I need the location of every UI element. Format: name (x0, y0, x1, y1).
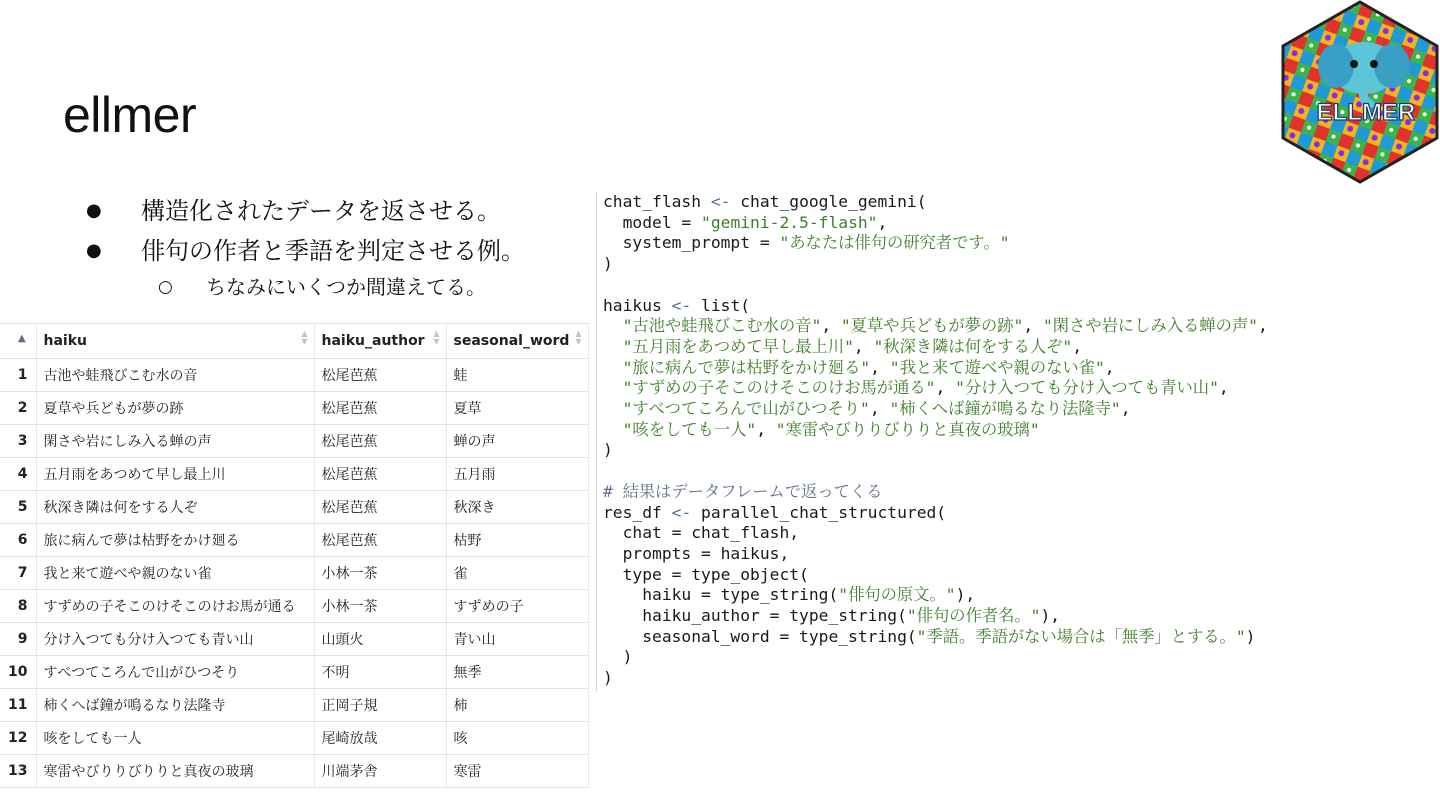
code-token: prompts = haikus, (603, 543, 790, 563)
cell-haiku: 旅に病んで夢は枯野をかけ廻る (36, 524, 314, 557)
cell-seasonal-word: すずめの子 (446, 590, 588, 623)
code-line (597, 627, 1440, 648)
table-row (0, 359, 588, 392)
code-line (597, 606, 1440, 627)
table-row (0, 557, 588, 590)
cell-seasonal-word: 咳 (446, 722, 588, 755)
code-token: , (877, 212, 888, 232)
code-line (597, 440, 1440, 461)
cell-author: 松尾芭蕉 (314, 491, 446, 524)
assign-operator: <- (661, 502, 702, 522)
cell-seasonal-word: 秋深き (446, 491, 588, 524)
cell-haiku: 閑さや岩にしみ入る蝉の声 (36, 425, 314, 458)
code-line (597, 233, 1440, 254)
code-token: , (1120, 399, 1131, 419)
code-token (603, 358, 623, 377)
code-line (597, 296, 1440, 317)
sort-ascending-icon: ▲ (18, 333, 26, 344)
assign-operator: <- (661, 295, 702, 315)
code-token: , (1023, 316, 1043, 336)
cell-seasonal-word: 夏草 (446, 392, 588, 425)
code-token: ) (603, 647, 633, 667)
cell-author: 山頭火 (314, 623, 446, 656)
code-line (597, 503, 1440, 524)
row-number: 3 (0, 425, 36, 458)
row-number: 13 (0, 755, 36, 788)
code-token (603, 316, 623, 335)
code-line (597, 378, 1440, 399)
logo-text: ELLMER (1316, 99, 1416, 126)
cell-haiku: すべつてころんで山がひつそり (36, 656, 314, 689)
code-string: "gemini-2.5-flash" (701, 212, 878, 232)
column-header-label: haiku (43, 333, 87, 349)
code-token: , (1218, 378, 1229, 398)
sort-icon: ▲ ▼ (575, 329, 582, 346)
code-line (597, 254, 1440, 275)
table-row (0, 458, 588, 491)
cell-haiku: 五月雨をあつめて早し最上川 (36, 458, 314, 491)
cell-seasonal-word: 雀 (446, 557, 588, 590)
cell-author: 不明 (314, 656, 446, 689)
code-token: haikus (603, 295, 662, 315)
code-token: haiku = type_string( (603, 585, 839, 605)
row-number: 2 (0, 392, 36, 425)
assign-operator: <- (701, 192, 741, 211)
cell-author: 小林一茶 (314, 590, 446, 623)
code-token: , (821, 316, 841, 336)
slide-title: ellmer (63, 87, 197, 143)
cell-haiku: すずめの子そこのけそこのけお馬が通る (36, 590, 314, 623)
cell-haiku: 咳をしても一人 (36, 722, 314, 755)
code-string: "閑さや岩にしみ入る蝉の声" (1042, 316, 1258, 336)
cell-author: 松尾芭蕉 (314, 359, 446, 392)
code-token: ) (1245, 626, 1256, 646)
code-comment: # 結果はデータフレームで返ってくる (603, 481, 883, 501)
code-line (597, 565, 1440, 586)
code-line (597, 337, 1440, 358)
code-token (603, 420, 623, 439)
code-token: , (1104, 357, 1115, 377)
code-line (597, 358, 1440, 379)
table-row (0, 590, 588, 623)
code-token: , (869, 399, 890, 419)
code-string: "古池や蛙飛びこむ水の音" (622, 316, 822, 336)
code-token: seasonal_word = type_string( (603, 626, 917, 646)
bullet-dot: ● (86, 200, 102, 221)
code-token: , (870, 357, 890, 377)
table-row (0, 755, 588, 788)
row-number-header[interactable] (0, 324, 36, 359)
code-line (597, 420, 1440, 441)
code-line-blank (597, 275, 1440, 296)
cell-haiku: 柿くへば鐘が鳴るなり法隆寺 (36, 689, 314, 722)
row-number: 8 (0, 590, 36, 623)
cell-seasonal-word: 青い山 (446, 623, 588, 656)
cell-seasonal-word: 寒雷 (446, 755, 588, 788)
code-token: parallel_chat_structured( (701, 502, 947, 522)
code-token: system_prompt = (603, 233, 780, 253)
table-header-row (0, 324, 588, 359)
code-line (597, 316, 1440, 337)
code-token: type = type_object( (603, 564, 809, 584)
code-token: model = (603, 212, 702, 232)
code-line (597, 213, 1440, 234)
cell-haiku: 分け入つても分け入つても青い山 (36, 623, 314, 656)
column-header-haiku-author[interactable] (314, 324, 446, 359)
code-string: "秋深き隣は何をする人ぞ" (873, 336, 1073, 356)
row-number: 4 (0, 458, 36, 491)
cell-haiku: 夏草や兵どもが夢の跡 (36, 392, 314, 425)
cell-haiku: 我と来て遊べや親のない雀 (36, 557, 314, 590)
ellmer-logo (1280, 0, 1440, 184)
row-number: 11 (0, 689, 36, 722)
code-line (597, 523, 1440, 544)
row-number: 7 (0, 557, 36, 590)
cell-haiku: 寒雷やびりりびりりと真夜の玻璃 (36, 755, 314, 788)
column-header-haiku[interactable] (36, 324, 314, 359)
code-token: haiku_author = type_string( (603, 606, 907, 626)
table-row (0, 623, 588, 656)
row-number: 1 (0, 359, 36, 392)
cell-seasonal-word: 枯野 (446, 524, 588, 557)
code-line (597, 399, 1440, 420)
code-token: , (756, 419, 776, 439)
r-code-block (596, 192, 1440, 692)
cell-author: 正岡子規 (314, 689, 446, 722)
code-token: res_df (603, 502, 662, 522)
code-token: , (1257, 316, 1268, 336)
code-token: chat_flash (603, 192, 702, 211)
code-token: ), (1040, 606, 1061, 626)
code-token: , (935, 378, 956, 398)
code-line (597, 482, 1440, 503)
table-row (0, 491, 588, 524)
code-line (597, 668, 1440, 689)
code-line (597, 192, 1440, 213)
code-token (603, 337, 623, 356)
code-token: ) (603, 668, 613, 688)
code-string: "俳句の作者名。" (906, 606, 1041, 626)
code-string: "我と来て遊べや親のない雀" (889, 357, 1105, 377)
sub-bullet-dot: ○ (158, 277, 173, 297)
code-string: "寒雷やびりりびりりと真夜の玻璃" (775, 419, 1040, 439)
code-token: , (853, 336, 874, 356)
cell-haiku: 秋深き隣は何をする人ぞ (36, 491, 314, 524)
code-token: chat = chat_flash, (603, 523, 800, 543)
column-header-seasonal-word[interactable] (446, 324, 588, 359)
cell-seasonal-word: 柿 (446, 689, 588, 722)
code-token (603, 378, 623, 397)
cell-author: 松尾芭蕉 (314, 524, 446, 557)
cell-seasonal-word: 五月雨 (446, 458, 588, 491)
code-token (603, 399, 623, 418)
code-token: ) (603, 254, 613, 274)
cell-author: 川端茅舎 (314, 755, 446, 788)
code-string: "すべつてころんで山がひつそり" (622, 399, 870, 419)
bullet-dot: ● (86, 240, 102, 261)
table-row (0, 722, 588, 755)
bullet-text: 構造化されたデータを返させる。 (141, 197, 501, 225)
table-row (0, 689, 588, 722)
code-line (597, 585, 1440, 606)
cell-author: 松尾芭蕉 (314, 392, 446, 425)
cell-author: 松尾芭蕉 (314, 425, 446, 458)
code-token: ), (955, 585, 976, 605)
code-string: "柿くへば鐘が鳴るなり法隆寺" (889, 399, 1121, 419)
row-number: 5 (0, 491, 36, 524)
code-line (597, 544, 1440, 565)
code-string: "季語。季語がない場合は「無季」とする。" (916, 626, 1246, 646)
sort-icon: ▲ ▼ (301, 329, 308, 346)
code-string: "咳をしても一人" (622, 419, 757, 439)
cell-seasonal-word: 無季 (446, 656, 588, 689)
code-token: chat_google_gemini( (740, 192, 927, 211)
code-token: ) (603, 440, 613, 460)
code-line-blank (597, 461, 1440, 482)
code-token: , (1072, 336, 1082, 356)
sort-icon: ▲ ▼ (433, 329, 440, 346)
cell-author: 尾崎放哉 (314, 722, 446, 755)
column-header-label: seasonal_word (453, 333, 570, 349)
cell-author: 松尾芭蕉 (314, 458, 446, 491)
cell-author: 小林一茶 (314, 557, 446, 590)
cell-seasonal-word: 蛙 (446, 359, 588, 392)
table-row (0, 392, 588, 425)
table-row (0, 656, 588, 689)
cell-haiku: 古池や蛙飛びこむ水の音 (36, 359, 314, 392)
code-string: "五月雨をあつめて早し最上川" (622, 336, 854, 356)
table-row (0, 425, 588, 458)
code-string: "夏草や兵どもが夢の跡" (840, 316, 1024, 336)
bullet-text: 俳句の作者と季語を判定させる例。 (141, 237, 525, 265)
row-number: 9 (0, 623, 36, 656)
table-row (0, 524, 588, 557)
column-header-label: haiku_author (321, 333, 425, 349)
code-line (597, 647, 1440, 668)
code-string: "分け入つても分け入つても青い山" (955, 378, 1219, 398)
row-number: 12 (0, 722, 36, 755)
sub-bullet-text: ちなみにいくつか間違えてる。 (206, 275, 486, 299)
code-string: "俳句の原文。" (838, 585, 956, 605)
code-token: list( (701, 295, 751, 315)
cell-seasonal-word: 蝉の声 (446, 425, 588, 458)
row-number: 6 (0, 524, 36, 557)
row-number: 10 (0, 656, 36, 689)
haiku-data-table (0, 323, 589, 788)
code-string: "旅に病んで夢は枯野をかけ廻る" (622, 357, 871, 377)
code-string: "すずめの子そこのけそこのけお馬が通る" (622, 378, 936, 398)
code-string: "あなたは俳句の研究者です。" (779, 233, 1010, 253)
